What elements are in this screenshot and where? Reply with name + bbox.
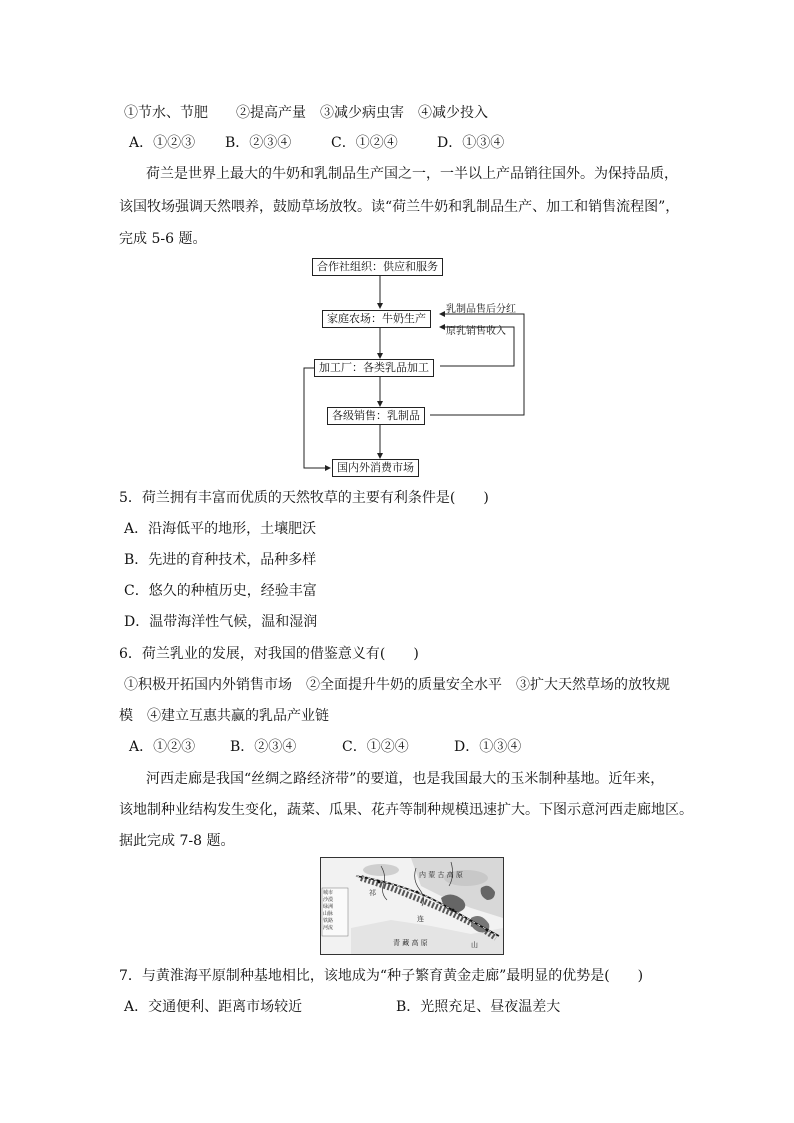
q5-stem: 5．荷兰拥有丰富而优质的天然牧草的主要有利条件是( ) (119, 490, 489, 506)
legend-city: 城市 (323, 890, 334, 896)
hexi-corridor-map (320, 857, 504, 955)
label-qi: 祁 (369, 889, 376, 897)
q6-options (119, 737, 559, 757)
passage2-line3: 据此完成 7-8 题。 (119, 833, 235, 849)
factory-box: 加工厂：各类乳品加工 (314, 359, 434, 377)
sales-box: 各级销售：乳制品 (327, 407, 425, 425)
legend-desert: 沙漠 (323, 897, 334, 903)
legend-oasis: 绿洲 (323, 904, 334, 910)
q6-option-b[interactable]: B．②③④ (230, 739, 297, 755)
label-lian: 连 (417, 915, 424, 923)
q6-items-line1: ①积极开拓国内外销售市场 ②全面提升牛奶的质量安全水平 ③扩大天然草场的放牧规 (124, 677, 670, 693)
q5-option-b[interactable]: B．先进的育种技术，品种多样 (124, 552, 317, 568)
dairy-flowchart (300, 254, 530, 480)
passage1-line1: 荷兰是世界上最大的牛奶和乳制品生产国之一，一半以上产品销往国外。为保持品质， (146, 166, 678, 182)
q4-items: ①节水、节肥 ②提高产量 ③减少病虫害 ④减少投入 (124, 105, 488, 121)
map-legend (323, 890, 349, 932)
legend-railway: 铁路 (323, 918, 334, 924)
q4-option-a[interactable]: A．①②③ (129, 135, 196, 151)
label-qinghai-tibet-plateau: 青 藏 高 原 (393, 939, 428, 947)
milk-income-label: 原乳销售收入 (446, 326, 506, 337)
legend-river: 河流 (323, 925, 334, 931)
farm-box: 家庭农场：牛奶生产 (322, 310, 431, 328)
label-shan: 山 (471, 941, 478, 949)
q6-option-d[interactable]: D．①③④ (454, 739, 522, 755)
q6-stem: 6．荷兰乳业的发展，对我国的借鉴意义有( ) (119, 646, 419, 662)
q4-option-d[interactable]: D．①③④ (437, 135, 505, 151)
q5-option-c[interactable]: C．悠久的种植历史，经验丰富 (124, 583, 317, 599)
q5-option-a[interactable]: A．沿海低平的地形，土壤肥沃 (124, 521, 317, 537)
q7-stem: 7．与黄淮海平原制种基地相比，该地成为“种子繁育黄金走廊”最明显的优势是( ) (119, 968, 644, 984)
q7-option-a[interactable]: A．交通便利、距离市场较近 (124, 999, 303, 1015)
dividend-label: 乳制品售后分红 (446, 304, 516, 315)
label-inner-mongolia-plateau: 内 蒙 古 高 原 (419, 871, 463, 879)
passage2-line1: 河西走廊是我国“丝绸之路经济带”的要道，也是我国最大的玉米制种基地。近年来， (146, 771, 665, 787)
coop-box: 合作社组织：供应和服务 (312, 258, 443, 276)
q6-items-line2: 模 ④建立互惠共赢的乳品产业链 (119, 708, 329, 724)
q7-option-b[interactable]: B．光照充足、昼夜温差大 (396, 999, 561, 1015)
q4-option-b[interactable]: B．②③④ (225, 135, 292, 151)
q4-options (119, 133, 539, 153)
q4-option-c[interactable]: C．①②④ (331, 135, 398, 151)
legend-mountain: 山脉 (323, 911, 334, 917)
q6-option-c[interactable]: C．①②④ (342, 739, 409, 755)
passage1-line2: 该国牧场强调天然喂养，鼓励草场放牧。读“荷兰牛奶和乳制品生产、加工和销售流程图”， (119, 199, 680, 215)
passage2-line2: 该地制种业结构发生变化，蔬菜、瓜果、花卉等制种规模迅速扩大。下图示意河西走廊地区。 (119, 802, 693, 818)
passage1-line3: 完成 5-6 题。 (119, 231, 207, 247)
market-box: 国内外消费市场 (332, 459, 419, 477)
q6-option-a[interactable]: A．①②③ (129, 739, 196, 755)
q5-option-d[interactable]: D．温带海洋性气候，温和湿润 (124, 614, 318, 630)
